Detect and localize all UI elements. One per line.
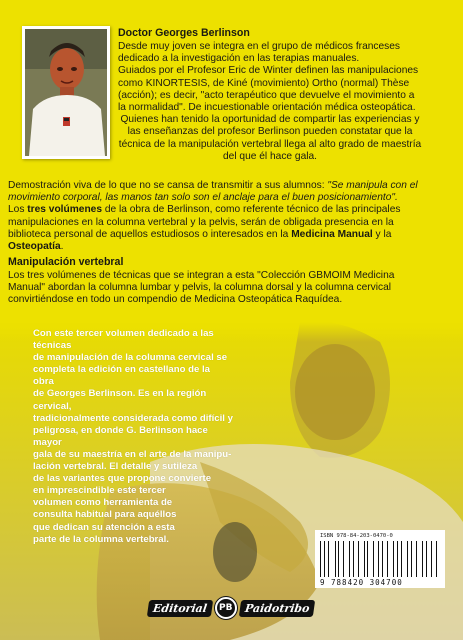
barcode-bar (387, 541, 388, 577)
barcode-bar (331, 541, 332, 577)
barcode-bar (389, 541, 390, 577)
bio-paragraph-3: Quienes han tenido la oportunidad de compartir las experiencias y las enseñanzas del profesor Berlinson pueden constatar que la técnica de la manipulación vertebral llega al alto grado de maestría del que él hace gala. (118, 114, 422, 162)
author-name: Doctor Georges Berlinson (118, 27, 250, 39)
demo-bold-osteopatia: Osteopatía (8, 241, 61, 253)
author-portrait (25, 29, 107, 156)
promo-line: completa la edición en castellano de la obra (33, 364, 211, 388)
barcode-bar (423, 541, 424, 577)
publisher-logo (131, 594, 331, 622)
barcode-bar (353, 541, 354, 577)
barcode-bar (371, 541, 372, 577)
barcode-bar (436, 541, 437, 577)
bio-paragraph-1: Desde muy joven se integra en el grupo de médicos franceses dedicado a la investigación en las terapias manuales. (118, 41, 401, 65)
promo-line: peligrosa, en donde G. Berlinson hace mayor (33, 424, 208, 448)
promo-line: consulta habitual para aquéllos (33, 509, 177, 521)
promo-line: de Georges Berlinson. Es en la región cervical, (33, 388, 207, 412)
barcode-bar (416, 541, 417, 577)
author-bio (118, 41, 422, 163)
barcode-bars (320, 541, 440, 577)
promo-line: parte de la columna vertebral. (33, 533, 169, 545)
barcode-bar (360, 541, 361, 577)
section-title: Manipulación vertebral (8, 256, 124, 268)
promo-line: de las variantes que propone convierte (33, 473, 212, 485)
isbn-label: ISBN 978-84-203-0470-0 (320, 533, 393, 539)
demo-quote: "Se manipula con el movimiento corporal, las manos tan solo son el anclaje para el buen posicionamiento". (8, 180, 418, 204)
demo-text-c: y la (372, 228, 392, 240)
promo-line: en imprescindible este tercer (33, 485, 166, 497)
isbn-barcode (315, 530, 445, 588)
barcode-bar (338, 541, 339, 577)
publisher-badge (148, 597, 314, 619)
barcode-bar (378, 541, 379, 577)
promo-line: tradicionalmente considerada como difícil y (33, 412, 233, 424)
barcode-bar (349, 541, 350, 577)
barcode-bar (429, 541, 430, 577)
author-photo (22, 26, 110, 159)
publisher-name-right: Paidotribo (239, 600, 316, 617)
publisher-mark-icon: PB (215, 597, 237, 619)
isbn-number: 9 788420 304700 (320, 578, 403, 587)
barcode-bar (367, 541, 368, 577)
demo-bold-volumes: tres volúmenes (27, 204, 103, 216)
promo-line: volumen como herramienta de (33, 497, 173, 509)
demo-section (8, 180, 422, 253)
demo-bold-medicina: Medicina Manual (291, 228, 373, 240)
promo-line: de manipulación de la columna cervical se (33, 352, 228, 364)
section-text: Los tres volúmenes de técnicas que se integran a esta "Colección GBMOIM Medicina Manual" abordan la columna lumbar y pelvis, la columna dorsal y la columna cervical convirtiéndose en todo un compendio de Medicina Osteopática Raquídea. (8, 270, 395, 306)
promo-line: Con este tercer volumen dedicado a las técnicas (33, 328, 214, 352)
barcode-bar (408, 541, 409, 577)
demo-text-b: de la obra de Berlinson, como referente técnico de las principales manipulaciones en la columna vertebral y la pelvis, serán de obligada presencia en la biblioteca personal de aquellos estudiosos o interesados en la (8, 204, 401, 240)
demo-paragraph-2 (8, 204, 422, 253)
bio-paragraph-2: Guiados por el Profesor Eric de Winter definen las manipulaciones como KINORTESIS, de Kiné (movimiento) Ortho (normal) Thèse (acción); es decir, "acto terapéutico que devuelve el movimiento a la normalidad". De incuestionable orientación médica osteopática. (118, 65, 419, 114)
author-portrait-illustration (25, 29, 107, 156)
barcode-bar (397, 541, 398, 577)
barcode-bar (401, 541, 402, 577)
demo-text-d: . (60, 241, 64, 253)
publisher-name-left: Editorial (147, 600, 213, 617)
demo-intro: Demostración viva de lo que no se cansa de transmitir a sus alumnos: (8, 180, 328, 191)
promo-line: que dedican su atención a esta (33, 521, 175, 533)
demo-paragraph-1 (8, 180, 422, 204)
demo-text-a: Los (8, 204, 28, 216)
promo-blurb (33, 328, 233, 546)
barcode-bar (324, 541, 325, 577)
barcode-bar (336, 541, 337, 577)
promo-line: lación vertebral. El detalle y sutileza (33, 461, 198, 473)
promo-line: gala de su maestría en el arte de la manipu- (33, 448, 232, 460)
